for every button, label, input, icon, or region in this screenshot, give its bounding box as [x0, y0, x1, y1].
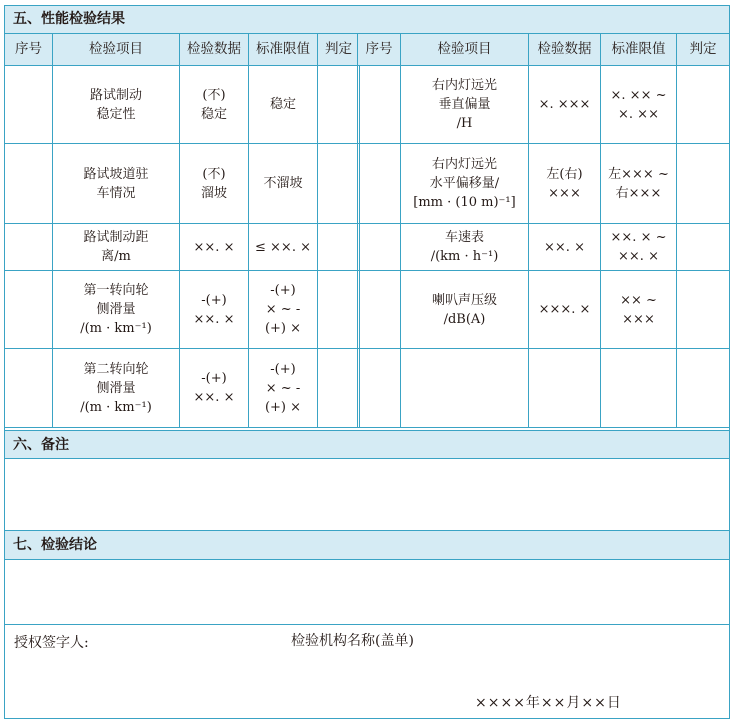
row-verdict	[677, 271, 730, 349]
table-row	[358, 271, 730, 349]
header-data: 检验数据	[180, 34, 249, 66]
row-data: ××. ×	[529, 224, 601, 271]
row-data: (不) 溜坡	[180, 144, 249, 224]
results-table-right	[357, 33, 730, 428]
row-verdict	[318, 66, 360, 144]
section-remarks-header	[5, 430, 729, 459]
inspection-org-label: 检验机构名称(盖单)	[291, 633, 414, 649]
header-item: 检验项目	[53, 34, 180, 66]
row-limit	[601, 349, 677, 428]
row-data: ××. ×	[180, 224, 249, 271]
header-no: 序号	[358, 34, 401, 66]
row-verdict	[677, 224, 730, 271]
table-header-row	[358, 34, 730, 66]
row-no	[358, 144, 401, 224]
row-data: -(+) ××. ×	[180, 349, 249, 428]
table-row	[358, 144, 730, 224]
header-verdict: 判定	[677, 34, 730, 66]
row-verdict	[318, 144, 360, 224]
row-no	[5, 271, 53, 349]
table-row	[5, 144, 360, 224]
row-data: 左(右) ×××	[529, 144, 601, 224]
row-no	[5, 144, 53, 224]
row-data: ×××. ×	[529, 271, 601, 349]
authorized-signer-label: 授权签字人:	[14, 635, 89, 651]
section-performance-results-header	[5, 6, 729, 34]
table-header-row	[5, 34, 360, 66]
header-item: 检验项目	[401, 34, 529, 66]
table-row	[5, 349, 360, 428]
row-verdict	[318, 224, 360, 271]
row-verdict	[677, 349, 730, 428]
row-limit: ××. × ~ ××. ×	[601, 224, 677, 271]
row-no	[358, 271, 401, 349]
row-no	[358, 349, 401, 428]
table-row	[358, 66, 730, 144]
row-data: -(+) ××. ×	[180, 271, 249, 349]
row-item: 右内灯远光 水平偏移量/ [mm · (10 m)⁻¹]	[401, 144, 529, 224]
row-limit: ×. ×× ~ ×. ××	[601, 66, 677, 144]
row-item: 第一转向轮 侧滑量 /(m · km⁻¹)	[53, 271, 180, 349]
row-verdict	[677, 66, 730, 144]
row-no	[5, 224, 53, 271]
section-conclusion-header	[5, 530, 729, 560]
row-item: 第二转向轮 侧滑量 /(m · km⁻¹)	[53, 349, 180, 428]
table-row	[5, 271, 360, 349]
row-verdict	[318, 271, 360, 349]
row-limit: -(+) × ~ - (+) ×	[249, 349, 318, 428]
row-limit: ≤ ××. ×	[249, 224, 318, 271]
row-data	[529, 349, 601, 428]
row-item: 喇叭声压级 /dB(A)	[401, 271, 529, 349]
inspection-report-frame	[4, 5, 730, 719]
row-no	[358, 224, 401, 271]
row-data: ×. ×××	[529, 66, 601, 144]
section-title: 五、性能检验结果	[13, 11, 125, 27]
row-item: 车速表 /(km · h⁻¹)	[401, 224, 529, 271]
header-no: 序号	[5, 34, 53, 66]
row-item: 路试制动 稳定性	[53, 66, 180, 144]
row-limit: -(+) × ~ - (+) ×	[249, 271, 318, 349]
row-no	[5, 66, 53, 144]
table-row	[5, 66, 360, 144]
table-row	[358, 349, 730, 428]
row-item	[401, 349, 529, 428]
row-no	[358, 66, 401, 144]
row-limit: 左××× ~ 右×××	[601, 144, 677, 224]
signature-divider	[5, 624, 729, 625]
section-title: 六、备注	[13, 437, 69, 453]
row-limit: 稳定	[249, 66, 318, 144]
issue-date: ××××年××月××日	[475, 695, 622, 711]
header-limit: 标准限值	[601, 34, 677, 66]
row-verdict	[677, 144, 730, 224]
table-row	[5, 224, 360, 271]
header-data: 检验数据	[529, 34, 601, 66]
row-no	[5, 349, 53, 428]
row-item: 右内灯远光 垂直偏量 /H	[401, 66, 529, 144]
row-limit: ×× ~ ×××	[601, 271, 677, 349]
row-item: 路试制动距 离/m	[53, 224, 180, 271]
row-verdict	[318, 349, 360, 428]
row-data: (不) 稳定	[180, 66, 249, 144]
section-title: 七、检验结论	[13, 537, 97, 553]
row-item: 路试坡道驻 车情况	[53, 144, 180, 224]
header-limit: 标准限值	[249, 34, 318, 66]
results-table-left	[4, 33, 360, 428]
header-verdict: 判定	[318, 34, 360, 66]
table-row	[358, 224, 730, 271]
row-limit: 不溜坡	[249, 144, 318, 224]
